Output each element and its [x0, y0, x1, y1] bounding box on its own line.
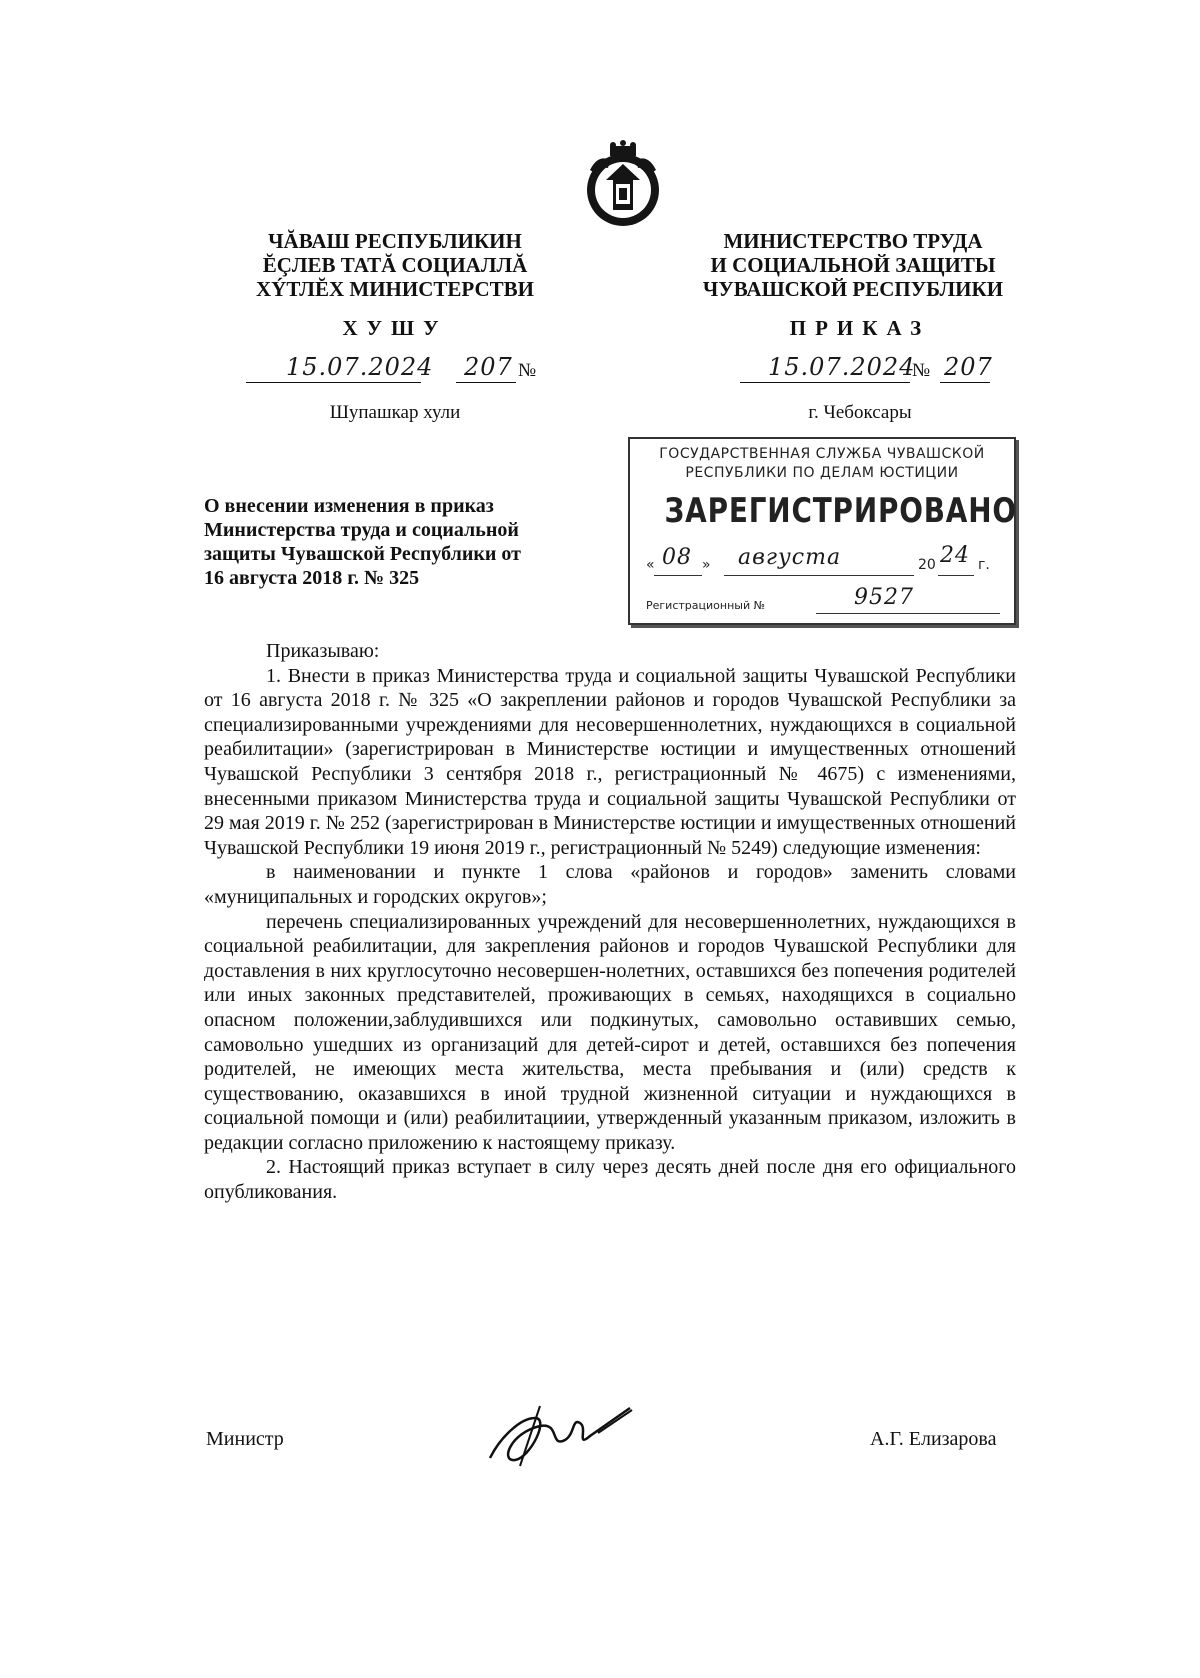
stamp-year-prefix: 20	[918, 557, 936, 573]
header-left-number-line	[246, 355, 546, 385]
subject-line: защиты Чувашской Республики от	[204, 543, 521, 565]
stamp-reg-label: Регистрационный №	[646, 599, 766, 612]
stamp-reg-number: 9527	[854, 585, 914, 610]
stamp-day: 08	[662, 545, 692, 570]
document-body	[204, 639, 1016, 1205]
header-right-org-line: И СОЦИАЛЬНОЙ ЗАЩИТЫ	[710, 253, 996, 277]
header-left-org-line: ХÝТЛĔХ МИНИСТЕРСТВИ	[256, 277, 534, 301]
header-right-date: 15.07.2024	[768, 353, 916, 381]
body-paragraph-change-2: перечень специализированных учреждений для несовершеннолетних, нуждающихся в социальной реабилитации, для закрепления районов и городов Чувашской Республики для доставления в них круглосуточно несовершен-нолетних, оставшихся без попечения родителей или иных законных представителей, проживающих в семьях, находящихся в социально опасном положении,заблудившихся или подкинутых, самовольно оставивших семью, самовольно ушедших из организаций для детей-сирот и детей, оставшихся без попечения родителей, не имеющих места жительства, места пребывания и (или) средств к существованию, оказавшихся в иной трудной жизненной ситуации и нуждающихся в социальной помощи и (или) реабилитациии, утвержденный указанным приказом, изложить в редакции согласно приложению к настоящему приказу.	[204, 910, 1016, 1154]
header-right-city: г. Чебоксары	[808, 402, 912, 423]
stamp-reg-row	[646, 587, 1006, 615]
signature-name: А.Г. Елизарова	[870, 1428, 997, 1450]
body-paragraph-item-1: 1. Внести в приказ Министерства труда и социальной защиты Чувашской Республики от 16 августа 2018 г. № 325 «О закреплении районов и городов Чувашской Республики за специализированными учреждениями для несовершеннолетних, нуждающихся в социальной реабилитации» (зарегистрирован в Министерстве юстиции и имущественных отношений Чувашской Республики 3 сентября 2018 г., регистрационный № 4675) с изменениями, внесенными приказом Министерства труда и социальной защиты Чувашской Республики от 29 мая 2019 г. № 252 (зарегистрирован в Министерстве юстиции и имущественных отношений Чувашской Республики 19 июня 2019 г., регистрационный № 5249) следующие изменения:	[204, 664, 1016, 859]
stamp-status: ЗАРЕГИСТРИРОВАНО	[664, 491, 1017, 531]
header-left-number: 207	[464, 353, 513, 381]
header-right-org	[678, 229, 1028, 301]
stamp-org-line: ГОСУДАРСТВЕННАЯ СЛУЖБА ЧУВАШСКОЙ	[659, 446, 985, 462]
header-left-org	[215, 229, 575, 301]
header-left-doc-type: ХУШУ	[342, 316, 448, 340]
header-right-org-line: МИНИСТЕРСТВО ТРУДА	[723, 229, 983, 253]
body-paragraph-item-2: 2. Настоящий приказ вступает в силу через десять дней после дня его официального опубликования.	[204, 1156, 1016, 1204]
stamp-org-line: РЕСПУБЛИКИ ПО ДЕЛАМ ЮСТИЦИИ	[685, 465, 959, 481]
stamp-date-row	[646, 543, 1006, 577]
stamp-month: августа	[738, 545, 842, 570]
stamp-org	[630, 445, 1014, 483]
coat-of-arms-emblem	[578, 140, 668, 232]
stamp-quote-open: «	[646, 557, 655, 573]
header-right-number-line	[740, 355, 1020, 385]
header-right-org-line: ЧУВАШСКОЙ РЕСПУБЛИКИ	[702, 277, 1004, 301]
stamp-year-suffix: 24	[940, 543, 970, 568]
header-left-number-sign: №	[518, 360, 537, 381]
subject-line: Министерства труда и социальной	[204, 519, 519, 541]
handwritten-signature	[480, 1388, 640, 1478]
header-left-city: Шупашкар хули	[329, 402, 461, 423]
body-paragraph-intro: Приказываю:	[266, 640, 380, 662]
registration-stamp	[628, 437, 1016, 625]
header-right-number: 207	[944, 353, 993, 381]
header-left-date: 15.07.2024	[286, 353, 434, 381]
header-right-number-sign: №	[912, 360, 931, 381]
subject-line: 16 августа 2018 г. № 325	[204, 567, 420, 589]
subject-line: О внесении изменения в приказ	[204, 495, 494, 517]
header-left-org-line: ЧĂВАШ РЕСПУБЛИКИН	[268, 229, 522, 253]
document-subject	[204, 494, 574, 590]
signature-position: Министр	[206, 1428, 284, 1450]
stamp-year-unit: г.	[978, 557, 990, 573]
header-right-doc-type: ПРИКАЗ	[789, 316, 931, 340]
header-left-org-line: ĔÇЛЕВ ТАТĂ СОЦИАЛЛĂ	[262, 253, 528, 277]
stamp-quote-close: »	[702, 557, 711, 573]
body-paragraph-change-1: в наименовании и пункте 1 слова «районов и городов» заменить словами «муниципальных и городских округов»;	[204, 861, 1016, 908]
